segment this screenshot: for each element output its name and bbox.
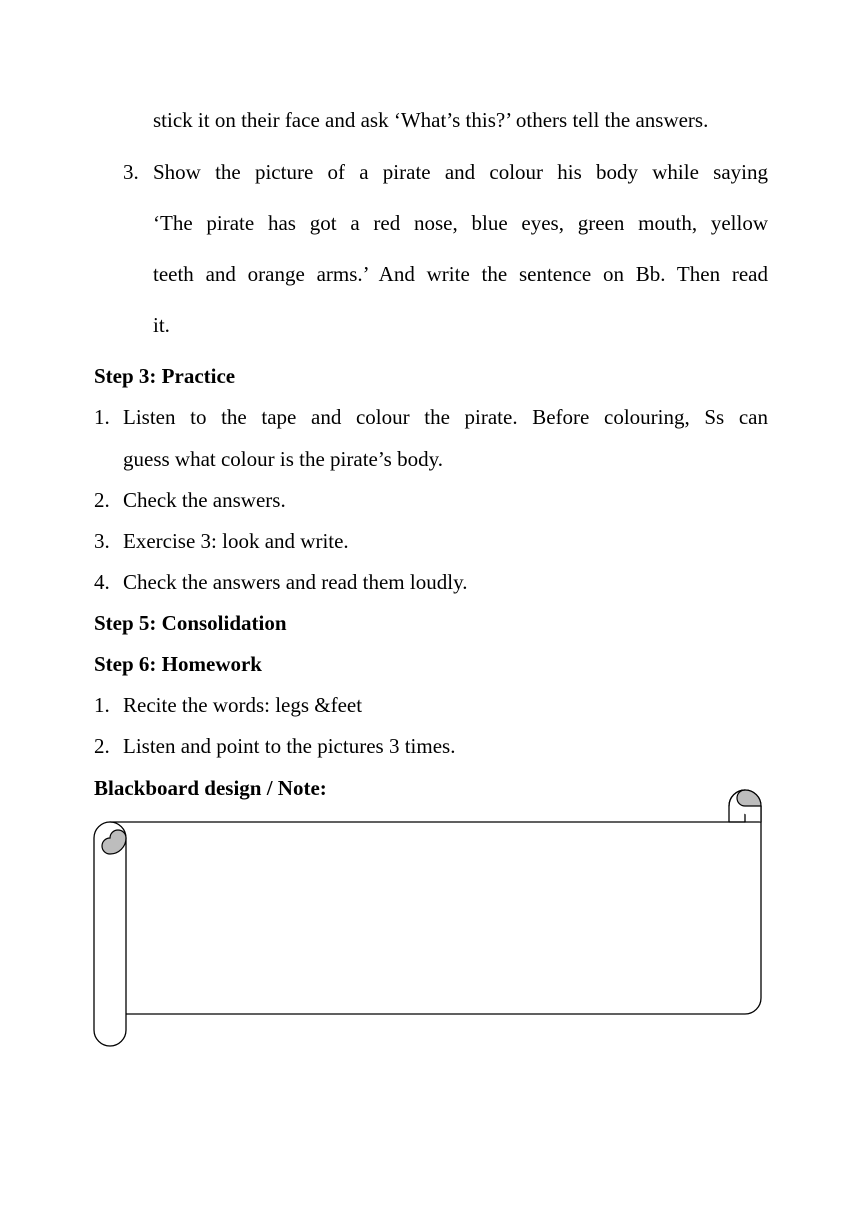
step3-item1-line-2: guess what colour is the pirate’s body. <box>123 447 443 471</box>
blackboard-heading: Blackboard design / Note: <box>94 776 327 800</box>
step6-item2-line-1: Listen and point to the pictures 3 times. <box>123 734 456 758</box>
step3-item2-line-1: Check the answers. <box>123 488 286 512</box>
step2-item3-line-2: ‘The pirate has got a red nose, blue eyes, green mouth, yellow <box>153 211 768 235</box>
step6-heading: Step 6: Homework <box>94 652 262 676</box>
step6-item1-number: 1. <box>94 693 110 717</box>
step3-item1-number: 1. <box>94 405 110 429</box>
step2-item3-line-4: it. <box>153 313 170 337</box>
step2-item2-tail: stick it on their face and ask ‘What’s this?’ others tell the answers. <box>153 108 709 132</box>
step3-item3-number: 3. <box>94 529 110 553</box>
step3-item4-line-1: Check the answers and read them loudly. <box>123 570 468 594</box>
step6-item1-line-1: Recite the words: legs &feet <box>123 693 363 717</box>
step6-item2-number: 2. <box>94 734 110 758</box>
step3-item3-line-1: Exercise 3: look and write. <box>123 529 349 553</box>
step3-item1-line-1: Listen to the tape and colour the pirate. Before colouring, Ss can <box>123 405 768 429</box>
step3-item2-number: 2. <box>94 488 110 512</box>
step3-heading: Step 3: Practice <box>94 364 236 388</box>
step2-item3-line-1: Show the picture of a pirate and colour his body while saying <box>153 160 768 184</box>
step2-item3-number: 3. <box>123 160 139 184</box>
step5-heading: Step 5: Consolidation <box>94 611 287 635</box>
scroll-curl-right-icon <box>737 790 761 806</box>
step3-item4-number: 4. <box>94 570 110 594</box>
step2-item3-line-3: teeth and orange arms.’ And write the sentence on Bb. Then read <box>153 262 768 286</box>
